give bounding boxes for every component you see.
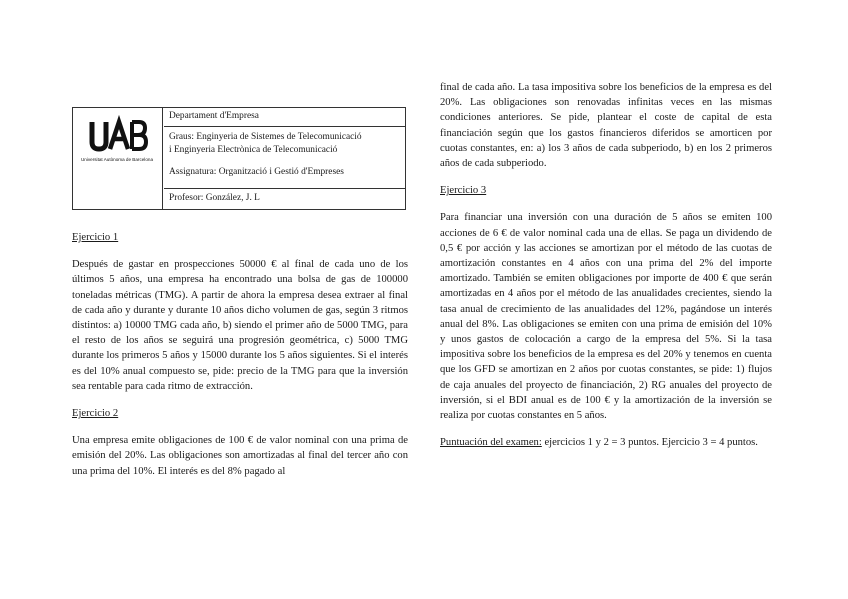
ejercicio-2-title: Ejercicio 2 (72, 408, 119, 420)
ejercicio-3-text: Para financiar una inversión con una duración de 5 años se emiten 100 acciones de 6 € de valor nominal cada una de ellas. Se paga un dividendo de 0,5 € por acción y las acciones se amortizan por el método de las cuotas de amortización constantes en 4 años con una prima del 2% del importe amortizado. También se emiten obligaciones por importe de 400 € que serán amortizadas en 4 años por el método de las anualidades crecientes, siendo la tasa anual de crecimiento de las anualidades del 12%, pagándose un interés anual del 8%. Las obligaciones se emiten con una prima de emisión del 10% y unos gastos de colocación a cargo de la empresa del 5%. Si la tasa impositiva sobre los beneficios de la empresa es del 20% y tenemos en cuenta que los GFD se amortizan en 2 años por cuotas constantes, se pide: 1) flujos de caja anuales del proyecto de financiación, 2) RG anuales del proyecto de inversión, si el BDI anual es de 100 € y la amortización de la inversión se realiza por cuotas constantes en 5 años. (440, 212, 772, 422)
department-name: Departament d'Empresa (169, 111, 259, 121)
course-header-table (72, 107, 406, 210)
puntuacion-label: Puntuación del examen: (440, 437, 542, 449)
ejercicio-1-text: Después de gastar en prospecciones 50000 € al final de cada uno de los últimos 5 años, una empresa ha encontrado una bolsa de gas de 100000 toneladas métricas (TMG). A partir de ahora la empresa desea extraer al final de cada año y durante y durante 10 años dicho volumen de gas, según 3 ritmos distintos: a) 10000 TMG cada año, b) siendo el primer año de 5000 TMG, para el resto de los años se seguirá una progresión geométrica, c) 5000 TMG durante los primeros 5 años y 15000 durante los 5 años siguientes. Si el interés es del 10% anual compuesto se, pide: precio de la TMG para que la inversión sea rentable para cada ritmo de extracción. (72, 259, 408, 392)
ejercicio-3-title: Ejercicio 3 (440, 185, 487, 197)
puntuacion-text: ejercicios 1 y 2 = 3 puntos. Ejercicio 3 = 4 puntos. (541, 437, 758, 449)
professor-name: Profesor: González, J. L (169, 193, 260, 203)
puntuacion-line (440, 435, 772, 450)
left-column (72, 230, 408, 479)
ejercicio-2-text-part1: Una empresa emite obligaciones de 100 € de valor nominal con una prima de emisión del 20%. Las obligaciones son amortizadas al final del tercer año con una prima del 10%. El interés es del 8% pagado al (72, 435, 408, 477)
ejercicio-2-text-part2: final de cada año. La tasa impositiva sobre los beneficios de la empresa es del 20%. Las obligaciones son renovadas infinitas veces en las mismas condiciones anteriores. Se pide, plantear el coste de capital de esta financiación según que los gastos financieros diferidos se amorticen por cuotas constantes, en: a) los 3 años de cada subperiodo, b) en los 2 primeros años de cada subperiodo. (440, 82, 772, 170)
professor-row (164, 189, 405, 209)
right-column (440, 80, 772, 450)
graus-line-1: Graus: Enginyeria de Sistemes de Telecomunicació (169, 132, 362, 142)
logo-caption: Universitat Autònoma de Barcelona (80, 157, 154, 162)
ejercicio-1-title: Ejercicio 1 (72, 232, 119, 243)
assignatura: Assignatura: Organització i Gestió d'Empreses (169, 167, 344, 177)
degree-row (164, 127, 405, 189)
university-logo (73, 108, 163, 209)
department-row (164, 108, 405, 127)
graus-line-2: i Enginyeria Electrònica de Telecomunicació (169, 145, 338, 155)
